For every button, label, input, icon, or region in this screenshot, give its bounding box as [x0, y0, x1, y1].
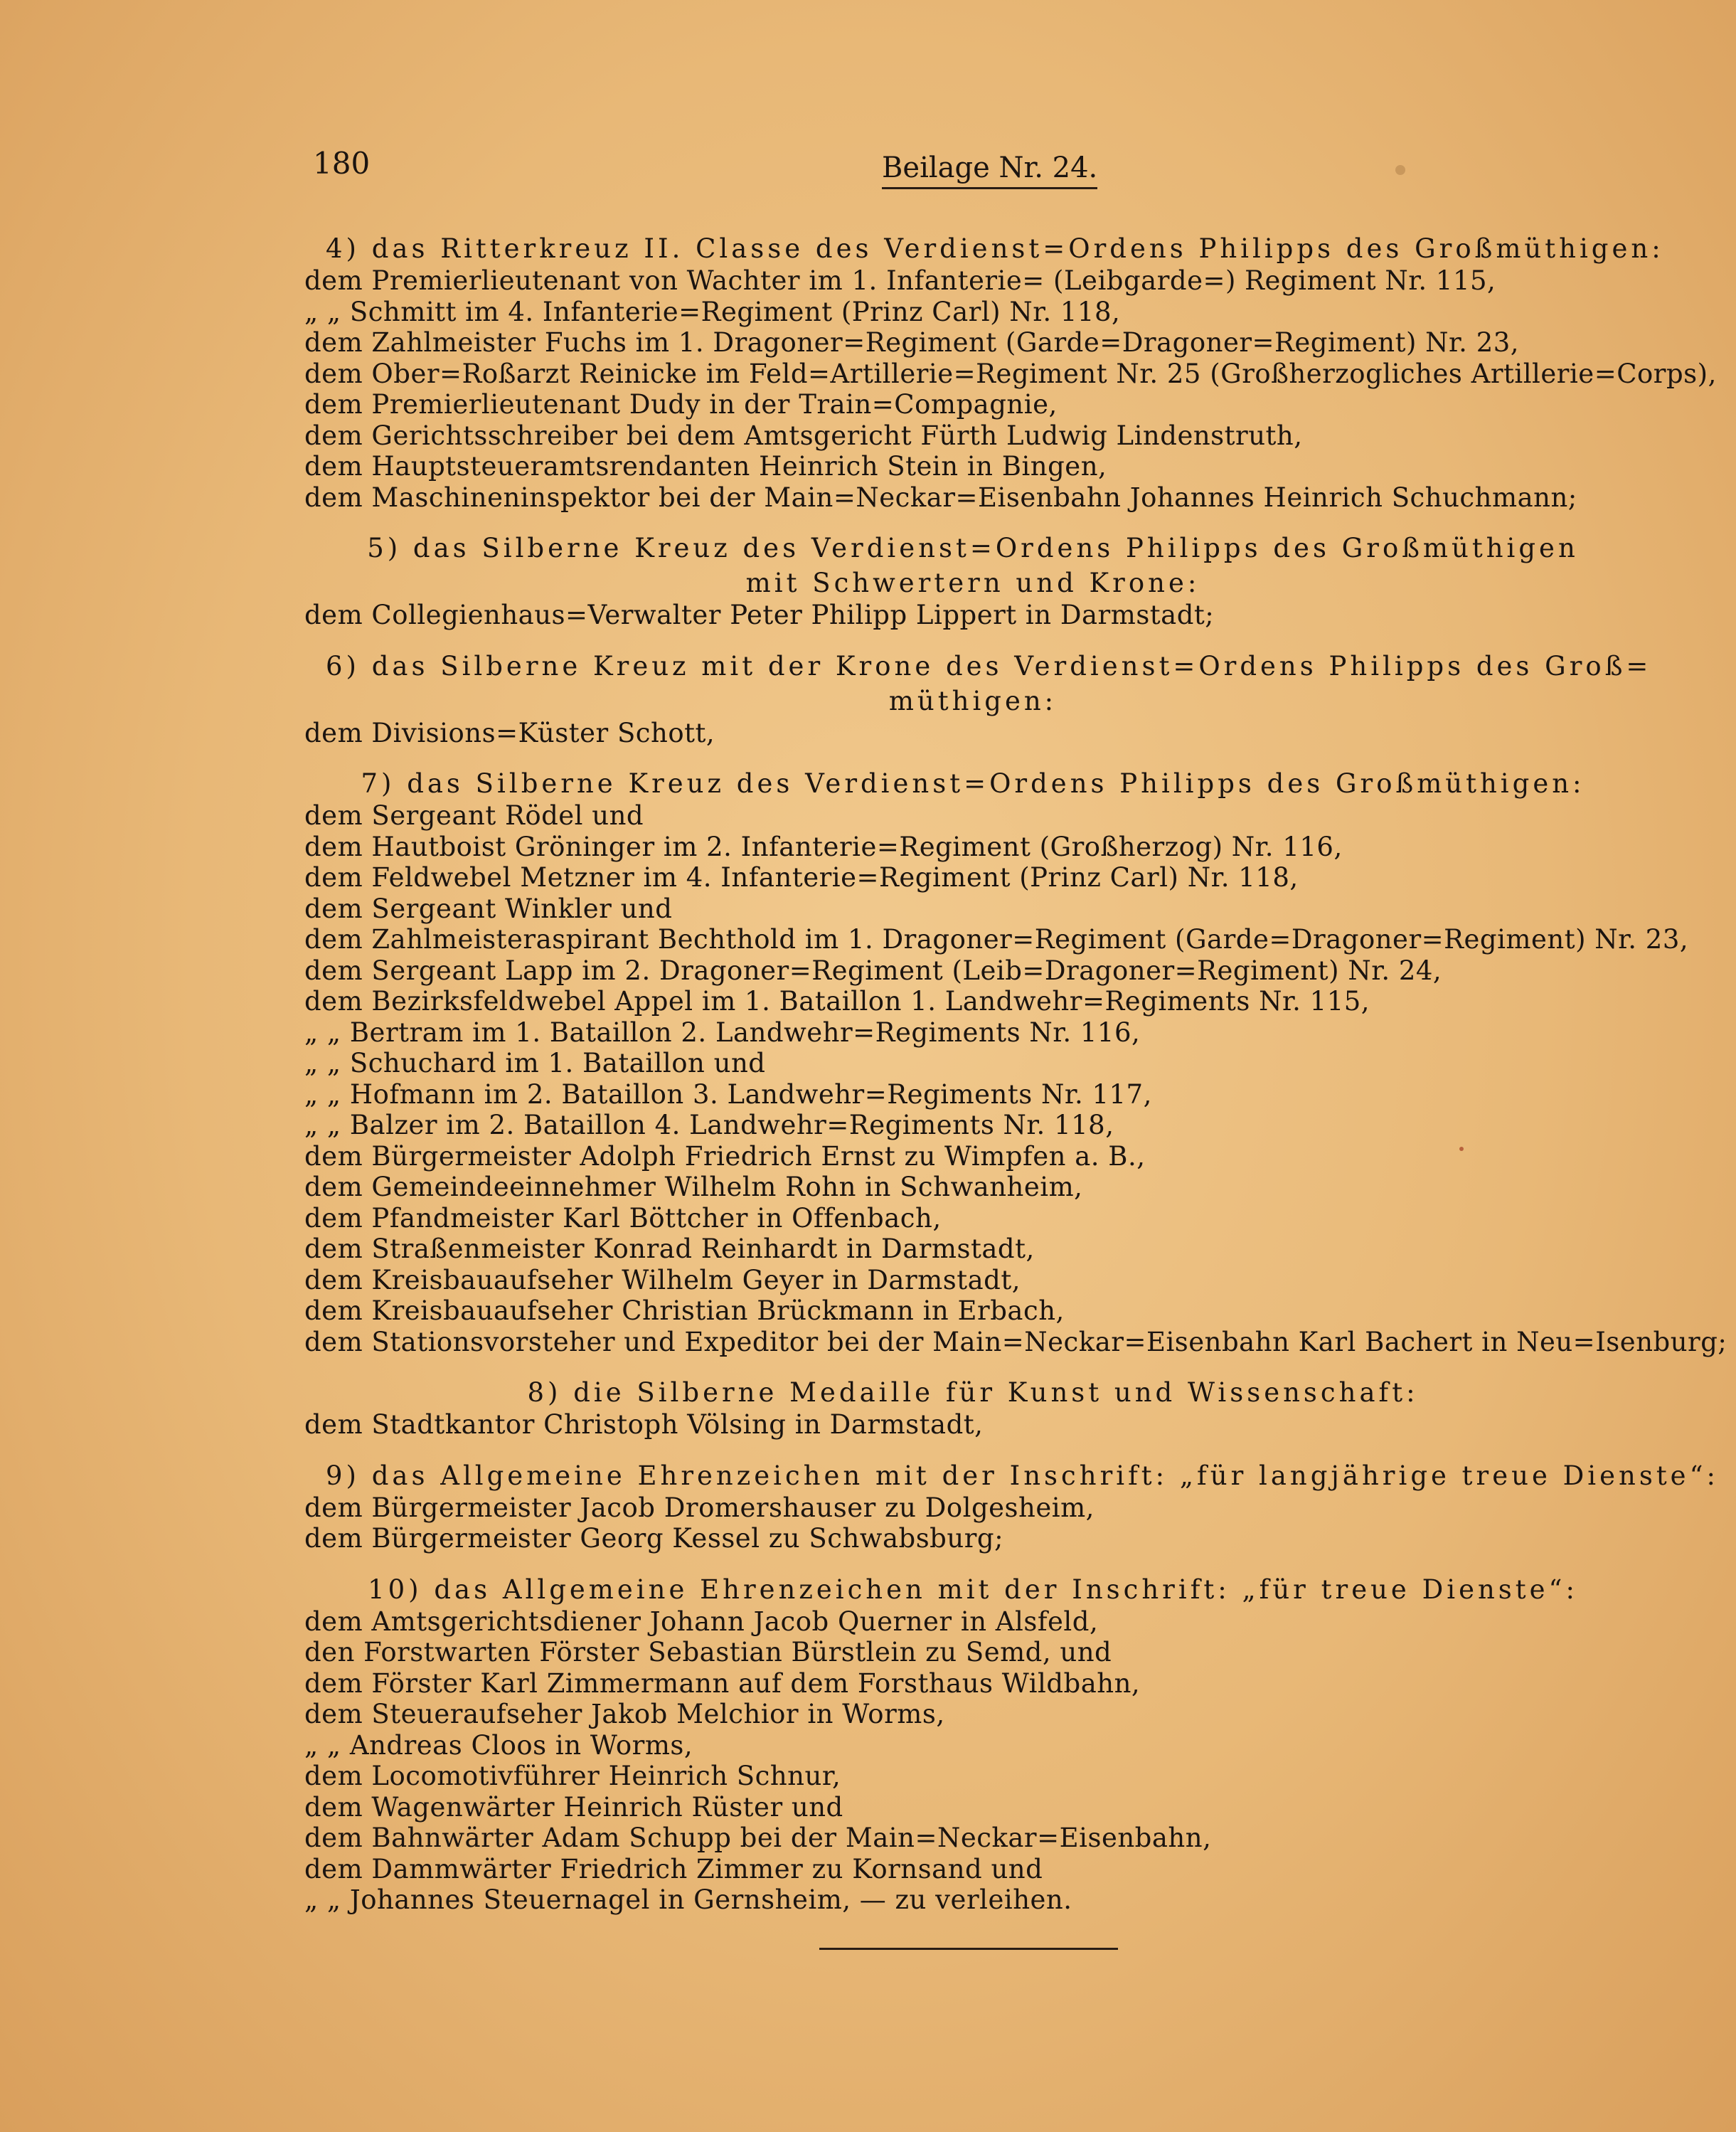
recipient-line: dem Maschineninspektor bei der Main=Neckar=Eisenbahn Johannes Heinrich Schuchmann; [304, 482, 1577, 513]
section-heading: 9) das Allgemeine Ehrenzeichen mit der Inschrift: „für langjährige treue Dienste“: [326, 1460, 1719, 1491]
recipient-line: dem Pfandmeister Karl Böttcher in Offenbach, [304, 1202, 942, 1234]
section-gap [304, 1441, 1641, 1456]
recipient-line: „ „ Bertram im 1. Bataillon 2. Landwehr=Regiments Nr. 116, [304, 1017, 1141, 1048]
section-gap [304, 631, 1641, 647]
section-heading: 8) die Silberne Medaille für Kunst und Wissenschaft: [527, 1377, 1419, 1408]
section-heading: 6) das Silberne Kreuz mit der Krone des Verdienst=Ordens Philipps des Groß= [326, 650, 1652, 682]
recipient-line: dem Wagenwärter Heinrich Rüster und [304, 1791, 843, 1823]
recipient-line: dem Divisions=Küster Schott, [304, 717, 715, 748]
recipient-line: dem Kreisbauaufseher Wilhelm Geyer in Darmstadt, [304, 1264, 1021, 1295]
recipient-line: dem Hauptsteueramtsrendanten Heinrich Stein in Bingen, [304, 451, 1107, 482]
section-heading: 10) das Allgemeine Ehrenzeichen mit der Inschrift: „für treue Dienste“: [368, 1574, 1578, 1605]
recipient-line: den Forstwarten Förster Sebastian Bürstlein zu Semd, und [304, 1637, 1112, 1667]
section-heading: 7) das Silberne Kreuz des Verdienst=Ordens Philipps des Großmüthigen: [361, 768, 1585, 799]
recipient-line: „ „ Johannes Steuernagel in Gernsheim, — zu verleihen. [304, 1884, 1072, 1915]
page-number: 180 [313, 146, 371, 181]
recipient-line: „ „ Schuchard im 1. Bataillon und [304, 1048, 766, 1078]
recipient-line: dem Stadtkantor Christoph Völsing in Darmstadt, [304, 1409, 984, 1440]
recipient-line: dem Bürgermeister Jacob Dromershauser zu Dolgesheim, [304, 1492, 1095, 1523]
recipient-line: „ „ Andreas Cloos in Worms, [304, 1729, 693, 1761]
recipient-line: dem Gerichtsschreiber bei dem Amtsgericht Fürth Ludwig Lindenstruth, [304, 420, 1303, 451]
recipient-line: dem Sergeant Lapp im 2. Dragoner=Regiment (Leib=Dragoner=Regiment) Nr. 24, [304, 955, 1442, 986]
running-title: Beilage Nr. 24. [882, 152, 1097, 189]
recipient-line: dem Sergeant Rödel und [304, 800, 644, 831]
document-body [304, 229, 1727, 1916]
recipient-line: dem Kreisbauaufseher Christian Brückmann in Erbach, [304, 1295, 1065, 1326]
section-gap [304, 1554, 1641, 1570]
recipient-line: dem Stationsvorsteher und Expeditor bei der Main=Neckar=Eisenbahn Karl Bachert in Neu=Isenburg; [304, 1326, 1727, 1357]
recipient-line: dem Förster Karl Zimmermann auf dem Forsthaus Wildbahn, [304, 1667, 1141, 1699]
recipient-line: dem Zahlmeisteraspirant Bechthold im 1. Dragoner=Regiment (Garde=Dragoner=Regiment) Nr. 23, [304, 924, 1689, 955]
recipient-line: dem Dammwärter Friedrich Zimmer zu Kornsand und [304, 1853, 1043, 1884]
recipient-line: dem Premierlieutenant von Wachter im 1. Infanterie= (Leibgarde=) Regiment Nr. 115, [304, 265, 1496, 296]
recipient-line: „ „ Balzer im 2. Bataillon 4. Landwehr=Regiments Nr. 118, [304, 1110, 1114, 1140]
section-heading: 5) das Silberne Kreuz des Verdienst=Ordens Philipps des Großmüthigen [367, 533, 1579, 563]
recipient-line: „ „ Schmitt im 4. Infanterie=Regiment (Prinz Carl) Nr. 118, [304, 296, 1121, 327]
section-gap [304, 513, 1641, 529]
recipient-line: dem Amtsgerichtsdiener Johann Jacob Querner in Alsfeld, [304, 1606, 1099, 1637]
recipient-line: dem Feldwebel Metzner im 4. Infanterie=Regiment (Prinz Carl) Nr. 118, [304, 862, 1299, 893]
recipient-line: dem Gemeindeeinnehmer Wilhelm Rohn in Schwanheim, [304, 1172, 1083, 1202]
recipient-line: dem Collegienhaus=Verwalter Peter Philipp Lippert in Darmstadt; [304, 600, 1215, 630]
recipient-line: dem Bürgermeister Adolph Friedrich Ernst zu Wimpfen a. B., [304, 1140, 1146, 1172]
recipient-line: dem Bürgermeister Georg Kessel zu Schwabsburg; [304, 1523, 1004, 1554]
recipient-line: dem Zahlmeister Fuchs im 1. Dragoner=Regiment (Garde=Dragoner=Regiment) Nr. 23, [304, 327, 1520, 358]
recipient-line: dem Steueraufseher Jakob Melchior in Worms, [304, 1699, 945, 1729]
recipient-line: dem Premierlieutenant Dudy in der Train=Compagnie, [304, 389, 1058, 420]
page-header [313, 146, 1650, 196]
recipient-line: „ „ Hofmann im 2. Bataillon 3. Landwehr=Regiments Nr. 117, [304, 1078, 1152, 1110]
recipient-line: dem Sergeant Winkler und [304, 893, 673, 924]
recipient-line: dem Bahnwärter Adam Schupp bei der Main=Neckar=Eisenbahn, [304, 1823, 1212, 1853]
recipient-line: dem Hautboist Gröninger im 2. Infanterie=Regiment (Großherzog) Nr. 116, [304, 831, 1343, 862]
section-heading-continued: mit Schwertern und Krone: [745, 568, 1200, 598]
recipient-line: dem Ober=Roßarzt Reinicke im Feld=Artillerie=Regiment Nr. 25 (Großherzogliches Artillerie=Corps), [304, 358, 1717, 389]
section-gap [304, 748, 1641, 764]
recipient-line: dem Locomotivführer Heinrich Schnur, [304, 1761, 841, 1791]
recipient-line: dem Bezirksfeldwebel Appel im 1. Bataillon 1. Landwehr=Regiments Nr. 115, [304, 986, 1370, 1017]
section-heading-continued: müthigen: [888, 685, 1058, 716]
closing-rule [819, 1948, 1118, 1950]
recipient-line: dem Straßenmeister Konrad Reinhardt in Darmstadt, [304, 1234, 1035, 1264]
section-heading: 4) das Ritterkreuz II. Classe des Verdienst=Ordens Philipps des Großmüthigen: [326, 233, 1664, 264]
section-gap [304, 1357, 1641, 1373]
